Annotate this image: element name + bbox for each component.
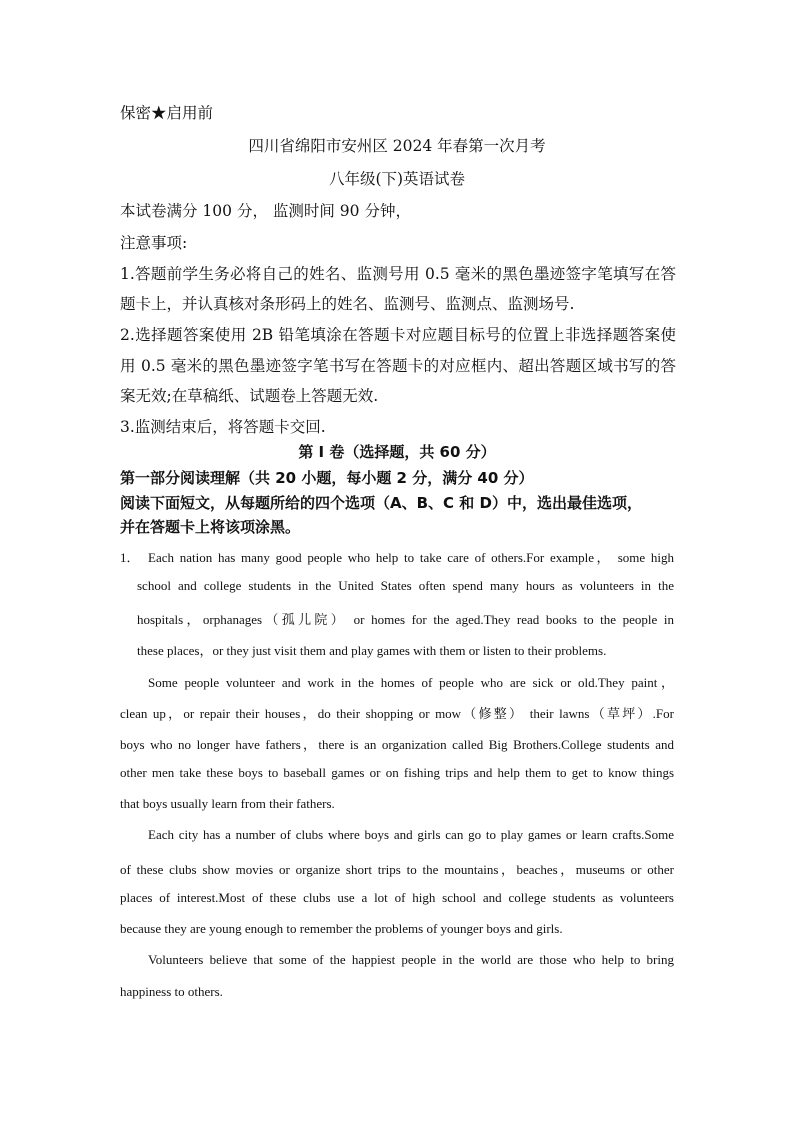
- paragraph-3-line-1: Each city has a number of clubs where boys and girls can go to play games or learn crafts.Some: [148, 827, 674, 842]
- rule-3-line-1: 3.监测结束后，将答题卡交回.: [120, 418, 326, 436]
- paragraph-2-line-4: other men take these boys to baseball games or on fishing trips and help them to get to know things: [120, 765, 674, 780]
- section-title: 第 I 卷（选择题，共 60 分）: [298, 443, 496, 461]
- rule-2-line-2: 用 0.5 毫米的黑色墨迹签字笔书写在答题卡的对应框内、超出答题区域书写的答: [120, 357, 676, 375]
- paragraph-2-line-5: that boys usually learn from their fathers.: [120, 796, 335, 811]
- instruction-line-2: 并在答题卡上将该项涂黑。: [120, 518, 301, 536]
- notice-heading: 注意事项:: [120, 234, 188, 252]
- confidential-label: 保密★启用前: [120, 104, 214, 122]
- exam-title: 四川省绵阳市安州区 2024 年春第一次月考: [248, 137, 546, 155]
- paragraph-1-line-4: these places，or they just visit them and play games with them or listen to their problems.: [137, 643, 607, 658]
- paragraph-3-line-3: places of interest.Most of these clubs use a lot of high school and college students as volunteers: [120, 890, 674, 905]
- paragraph-1-line-1: Each nation has many good people who help to take care of others.For example， some high: [148, 550, 674, 565]
- paragraph-4-line-1: Volunteers believe that some of the happiest people in the world are those who help to bring: [148, 952, 674, 967]
- paragraph-4-line-2: happiness to others.: [120, 984, 223, 999]
- instruction-line-1: 阅读下面短文，从每题所给的四个选项（A、B、C 和 D）中，选出最佳选项，: [120, 494, 642, 512]
- paragraph-1-line-3: hospitals，orphanages（孤儿院） or homes for the aged.They read books to the people in: [137, 612, 674, 627]
- paragraph-2-line-2: clean up，or repair their houses，do their shopping or mow（修整） their lawns（草坪）.For: [120, 706, 674, 721]
- exam-info: 本试卷满分 100 分， 监测时间 90 分钟，: [120, 202, 411, 220]
- question-number: 1．: [120, 550, 140, 565]
- paragraph-3-line-4: because they are young enough to remember the problems of younger boys and girls.: [120, 921, 563, 936]
- paragraph-2-line-3: boys who no longer have fathers，there is an organization called Big Brothers.College students and: [120, 737, 674, 752]
- rule-1-line-2: 题卡上，并认真核对条形码上的姓名、监测号、监测点、监测场号.: [120, 295, 575, 313]
- exam-subtitle: 八年级(下)英语试卷: [328, 170, 466, 188]
- paragraph-2-line-1: Some people volunteer and work in the homes of people who are sick or old.They paint，: [148, 675, 674, 690]
- rule-1-line-1: 1.答题前学生务必将自己的姓名、监测号用 0.5 毫米的黑色墨迹签字笔填写在答: [120, 265, 676, 283]
- rule-2-line-3: 案无效;在草稿纸、试题卷上答题无效.: [120, 387, 379, 405]
- paragraph-1-line-2: school and college students in the United States often spend many hours as volunteers in the: [137, 578, 674, 593]
- paragraph-3-line-2: of these clubs show movies or organize short trips to the mountains，beaches，museums or other: [120, 862, 674, 877]
- rule-2-line-1: 2.选择题答案使用 2B 铅笔填涂在答题卡对应题目标号的位置上非选择题答案使: [120, 326, 676, 344]
- part-title: 第一部分阅读理解（共 20 小题，每小题 2 分，满分 40 分）: [120, 469, 534, 487]
